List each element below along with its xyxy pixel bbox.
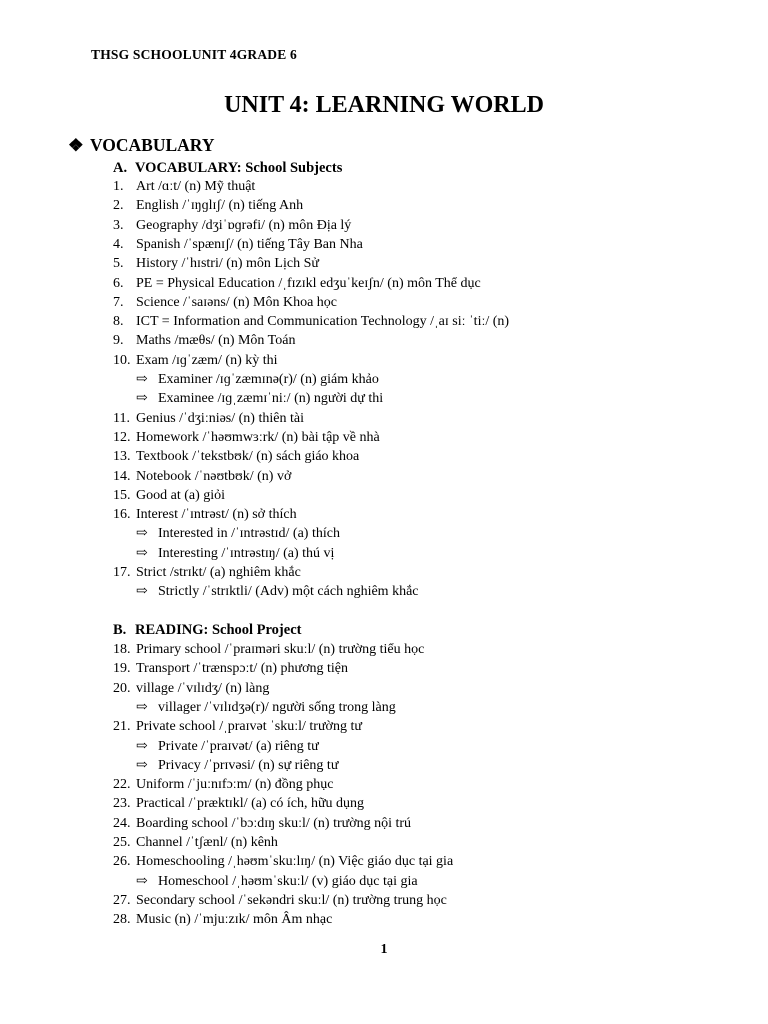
item-text: Primary school /ˈpraɪməri skuːl/ (n) trường tiểu học — [136, 642, 425, 657]
item-text: Boarding school /ˈbɔːdɪŋ skuːl/ (n) trường nội trú — [136, 815, 412, 831]
item-text: Notebook /ˈnəʊtbʊk/ (n) vở — [136, 468, 292, 484]
item-text: Homeschooling /ˌhəʊmˈskuːlɪŋ/ (n) Việc giáo dục tại gia — [136, 854, 454, 870]
item-number: 3. — [113, 217, 124, 233]
item-text: Examiner /ɪɡˈzæmɪnə(r)/ (n) giám khảo — [158, 372, 379, 387]
item-number: 4. — [113, 236, 124, 252]
item-text: Art /ɑːt/ (n) Mỹ thuật — [136, 179, 256, 194]
section-subtitle: School Subjects — [245, 160, 343, 176]
page-header: THSG SCHOOLUNIT 4GRADE 6 — [91, 47, 297, 62]
item-number: 27. — [113, 892, 131, 908]
item-number: 7. — [113, 294, 124, 310]
item-number: 16. — [113, 507, 131, 523]
item-text: Good at (a) giỏi — [136, 487, 226, 503]
item-text: Strict /strɪkt/ (a) nghiêm khắc — [136, 565, 301, 580]
item-number: 12. — [113, 429, 131, 445]
item-text: Science /ˈsaɪəns/ (n) Môn Khoa học — [136, 294, 337, 310]
item-text: ICT = Information and Communication Technology /ˌaɪ siː ˈtiː/ (n) — [136, 314, 510, 330]
item-text: PE = Physical Education /ˌfɪzɪkl edʒuˈkeɪʃn/ (n) môn Thể dục — [136, 275, 481, 291]
item-number: 24. — [113, 815, 131, 831]
item-number: 2. — [113, 198, 124, 214]
item-text: Interesting /ˈɪntrəstɪŋ/ (a) thú vị — [158, 545, 335, 561]
section-label: VOCABULARY: — [135, 160, 242, 176]
item-number: 21. — [113, 719, 131, 735]
section-letter: A. — [113, 160, 128, 176]
item-text: villager /ˈvɪlɪdʒə(r)/ người sống trong làng — [158, 699, 396, 715]
item-number: 5. — [113, 256, 124, 272]
item-number: 25. — [113, 835, 131, 850]
item-number: 28. — [113, 912, 131, 928]
item-number: 26. — [113, 854, 131, 870]
item-text: Exam /ɪɡˈzæm/ (n) kỳ thi — [136, 352, 278, 368]
arrow-icon: ⇨ — [136, 372, 148, 387]
vocabulary-heading — [68, 135, 214, 156]
item-number: 1. — [113, 179, 124, 194]
arrow-icon: ⇨ — [136, 584, 148, 600]
arrow-icon: ⇨ — [136, 757, 148, 773]
arrow-icon: ⇨ — [136, 526, 148, 542]
item-text: Uniform /ˈjuːnɪfɔːm/ (n) đồng phục — [136, 777, 334, 793]
item-text: Maths /mæθs/ (n) Môn Toán — [136, 333, 296, 349]
item-text: Strictly /ˈstrɪktli/ (Adv) một cách nghiêm khắc — [158, 584, 419, 600]
item-text: Homework /ˈhəʊmwɜːrk/ (n) bài tập về nhà — [136, 429, 380, 445]
item-text: Examinee /ɪɡˌzæmɪˈniː/ (n) người dự thi — [158, 391, 384, 407]
item-text: village /ˈvɪlɪdʒ/ (n) làng — [136, 680, 270, 696]
item-number: 8. — [113, 314, 124, 330]
item-text: Geography /dʒiˈɒɡrəfi/ (n) môn Địa lý — [136, 217, 352, 233]
arrow-icon: ⇨ — [136, 699, 148, 715]
section-subtitle: School Project — [211, 622, 302, 638]
item-number: 19. — [113, 661, 131, 677]
item-text: Practical /ˈpræktɪkl/ (a) có ích, hữu dụng — [136, 796, 365, 812]
item-number: 23. — [113, 796, 131, 812]
arrow-icon: ⇨ — [136, 738, 148, 754]
item-number: 22. — [113, 777, 131, 793]
item-text: Textbook /ˈtekstbʊk/ (n) sách giáo khoa — [136, 449, 360, 465]
item-number: 18. — [113, 642, 131, 657]
item-number: 17. — [113, 565, 131, 580]
arrow-icon: ⇨ — [136, 391, 148, 407]
page-number: 1 — [380, 942, 388, 957]
item-text: Privacy /ˈprɪvəsi/ (n) sự riêng tư — [158, 757, 339, 773]
item-text: Secondary school /ˈsekəndri skuːl/ (n) trường trung học — [136, 892, 447, 908]
item-text: Homeschool /ˌhəʊmˈskuːl/ (v) giáo dục tại gia — [158, 873, 418, 889]
item-number: 15. — [113, 487, 131, 503]
item-text: Spanish /ˈspænɪʃ/ (n) tiếng Tây Ban Nha — [136, 236, 363, 252]
item-number: 9. — [113, 333, 124, 349]
item-number: 13. — [113, 449, 131, 465]
diamond-bullet-icon: ❖ — [68, 135, 84, 155]
item-text: Music (n) /ˈmjuːzɪk/ môn Âm nhạc — [136, 912, 333, 928]
item-text: Interest /ˈɪntrəst/ (n) sở thích — [136, 507, 297, 523]
section-letter: B. — [113, 622, 127, 638]
section-b-heading — [113, 622, 301, 639]
item-number: 11. — [113, 410, 130, 426]
arrow-icon: ⇨ — [136, 873, 148, 889]
item-text: Interested in /ˈɪntrəstɪd/ (a) thích — [158, 526, 340, 542]
item-text: History /ˈhɪstri/ (n) môn Lịch Sử — [136, 256, 319, 272]
item-text: Private school /ˌpraɪvət ˈskuːl/ trường tư — [136, 719, 362, 735]
item-text: Private /ˈpraɪvət/ (a) riêng tư — [158, 738, 319, 754]
item-number: 14. — [113, 468, 131, 484]
item-text: Genius /ˈdʒiːniəs/ (n) thiên tài — [136, 410, 304, 426]
section-a-heading — [113, 160, 342, 177]
item-number: 6. — [113, 275, 124, 291]
item-number: 10. — [113, 352, 131, 368]
arrow-icon: ⇨ — [136, 545, 148, 561]
section-label: READING: — [135, 622, 209, 638]
item-number: 20. — [113, 680, 131, 696]
item-text: Channel /ˈtʃænl/ (n) kênh — [136, 835, 278, 850]
item-text: Transport /ˈtrænspɔːt/ (n) phương tiện — [136, 661, 349, 677]
vocabulary-label: VOCABULARY — [90, 135, 215, 155]
item-text: English /ˈɪŋɡlɪʃ/ (n) tiếng Anh — [136, 198, 304, 214]
page-title: UNIT 4: LEARNING WORLD — [224, 92, 544, 118]
